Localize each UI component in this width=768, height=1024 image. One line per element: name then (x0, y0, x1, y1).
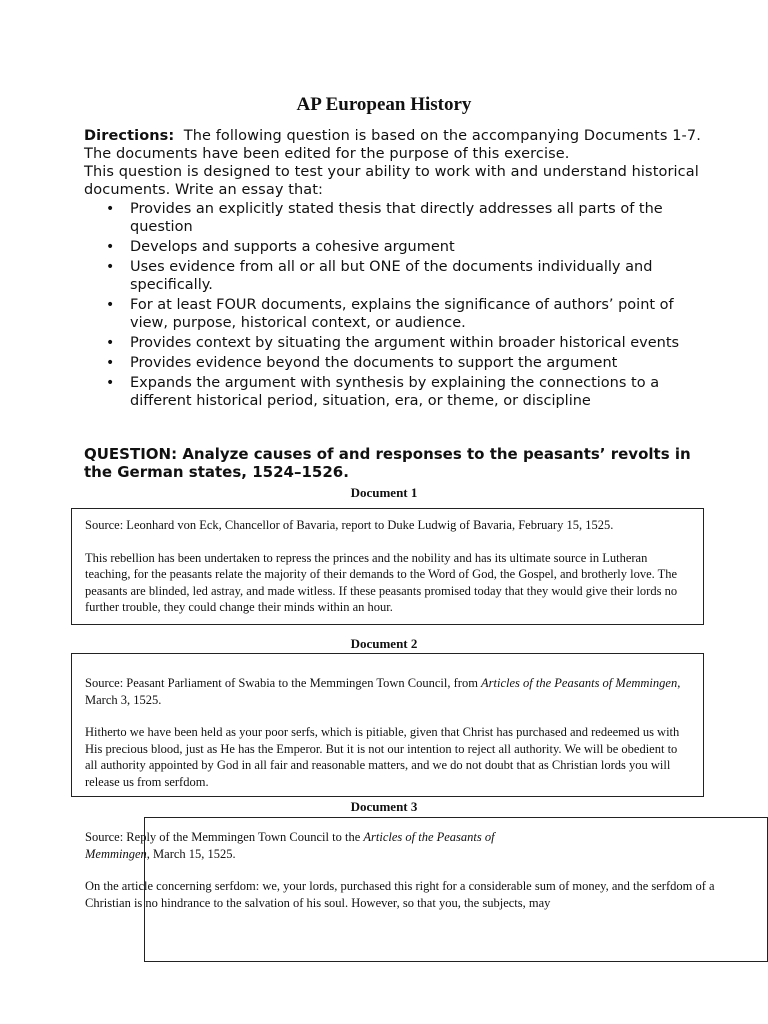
document-3-source: Source: Reply of the Memmingen Town Council to the Articles of the Peasants of Memmingen, March 15, 1525. (85, 830, 495, 861)
list-item: • For at least FOUR documents, explains the significance of authors’ point of view, purpose, historical context, or audience. (106, 297, 674, 331)
question: QUESTION: Analyze causes of and responses to the peasants’ revolts in the German states, 1524–1526. (84, 445, 691, 481)
document-2-body: Hitherto we have been held as your poor serfs, which is pitiable, given that Christ has purchased and redeemed us with His precious blood, just as He has the Emperor. But it is not our intention to reject all authority. We will be obedient to all authority appointed by God in all fair and reasonable matters, and we do not doubt that as Christian lords you will release us from serfdom. (85, 725, 680, 789)
document-2-content (85, 675, 685, 806)
document-3-label: Document 3 (350, 799, 418, 814)
bullet-icon: • (106, 375, 115, 391)
list-item: • Develops and supports a cohesive argument (106, 239, 455, 255)
list-item: • Provides an explicitly stated thesis that directly addresses all parts of the question (106, 201, 663, 235)
bullet-icon: • (106, 239, 115, 255)
document-1-body: This rebellion has been undertaken to repress the princes and the nobility and has its ultimate source in Lutheran teaching, for the peasants relate the majority of their demands to the Word of God, the Gospel, and brotherly love. The peasants are blinded, led astray, and made witless. If these peasants promised today that they would give their lords no further trouble, they could change their minds within an hour. (85, 550, 678, 614)
document-1-content (85, 517, 695, 632)
page-title: AP European History (296, 94, 472, 115)
directions-text-2: This question is designed to test your ability to work with and understand historical documents. Write an essay that: (84, 164, 699, 198)
bullet-icon: • (106, 335, 115, 351)
document-3-content (85, 829, 715, 927)
document-3-body: On the article concerning serfdom: we, your lords, purchased this right for a considerable sum of money, and the serfdom of a Christian is no hindrance to the salvation of his soul. However, so that you, the subjects, may (85, 879, 715, 910)
bullet-icon: • (106, 355, 115, 371)
bullet-icon: • (106, 259, 115, 275)
list-item: • Expands the argument with synthesis by explaining the connections to a different historical period, situation, era, or theme, or discipline (106, 375, 660, 409)
document-1-label: Document 1 (350, 485, 418, 500)
document-1-source: Source: Leonhard von Eck, Chancellor of Bavaria, report to Duke Ludwig of Bavaria, February 15, 1525. (85, 518, 614, 532)
bullet-icon: • (106, 297, 115, 313)
directions (84, 127, 704, 199)
bullet-icon: • (106, 201, 115, 217)
directions-text-1: The following question is based on the accompanying Documents 1-7. The documents have been edited for the purpose of this exercise. (84, 128, 701, 162)
list-item: • Provides evidence beyond the documents to support the argument (106, 355, 618, 371)
directions-label: Directions: (84, 128, 175, 144)
list-item: • Provides context by situating the argument within broader historical events (106, 335, 680, 351)
document-2-label: Document 2 (350, 636, 418, 651)
list-item: • Uses evidence from all or all but ONE of the documents individually and specifically. (106, 259, 653, 293)
requirements-list (102, 200, 702, 412)
document-2-source: Source: Peasant Parliament of Swabia to the Memmingen Town Council, from Articles of the Peasants of Memmingen, March 3, 1525. (85, 676, 681, 707)
